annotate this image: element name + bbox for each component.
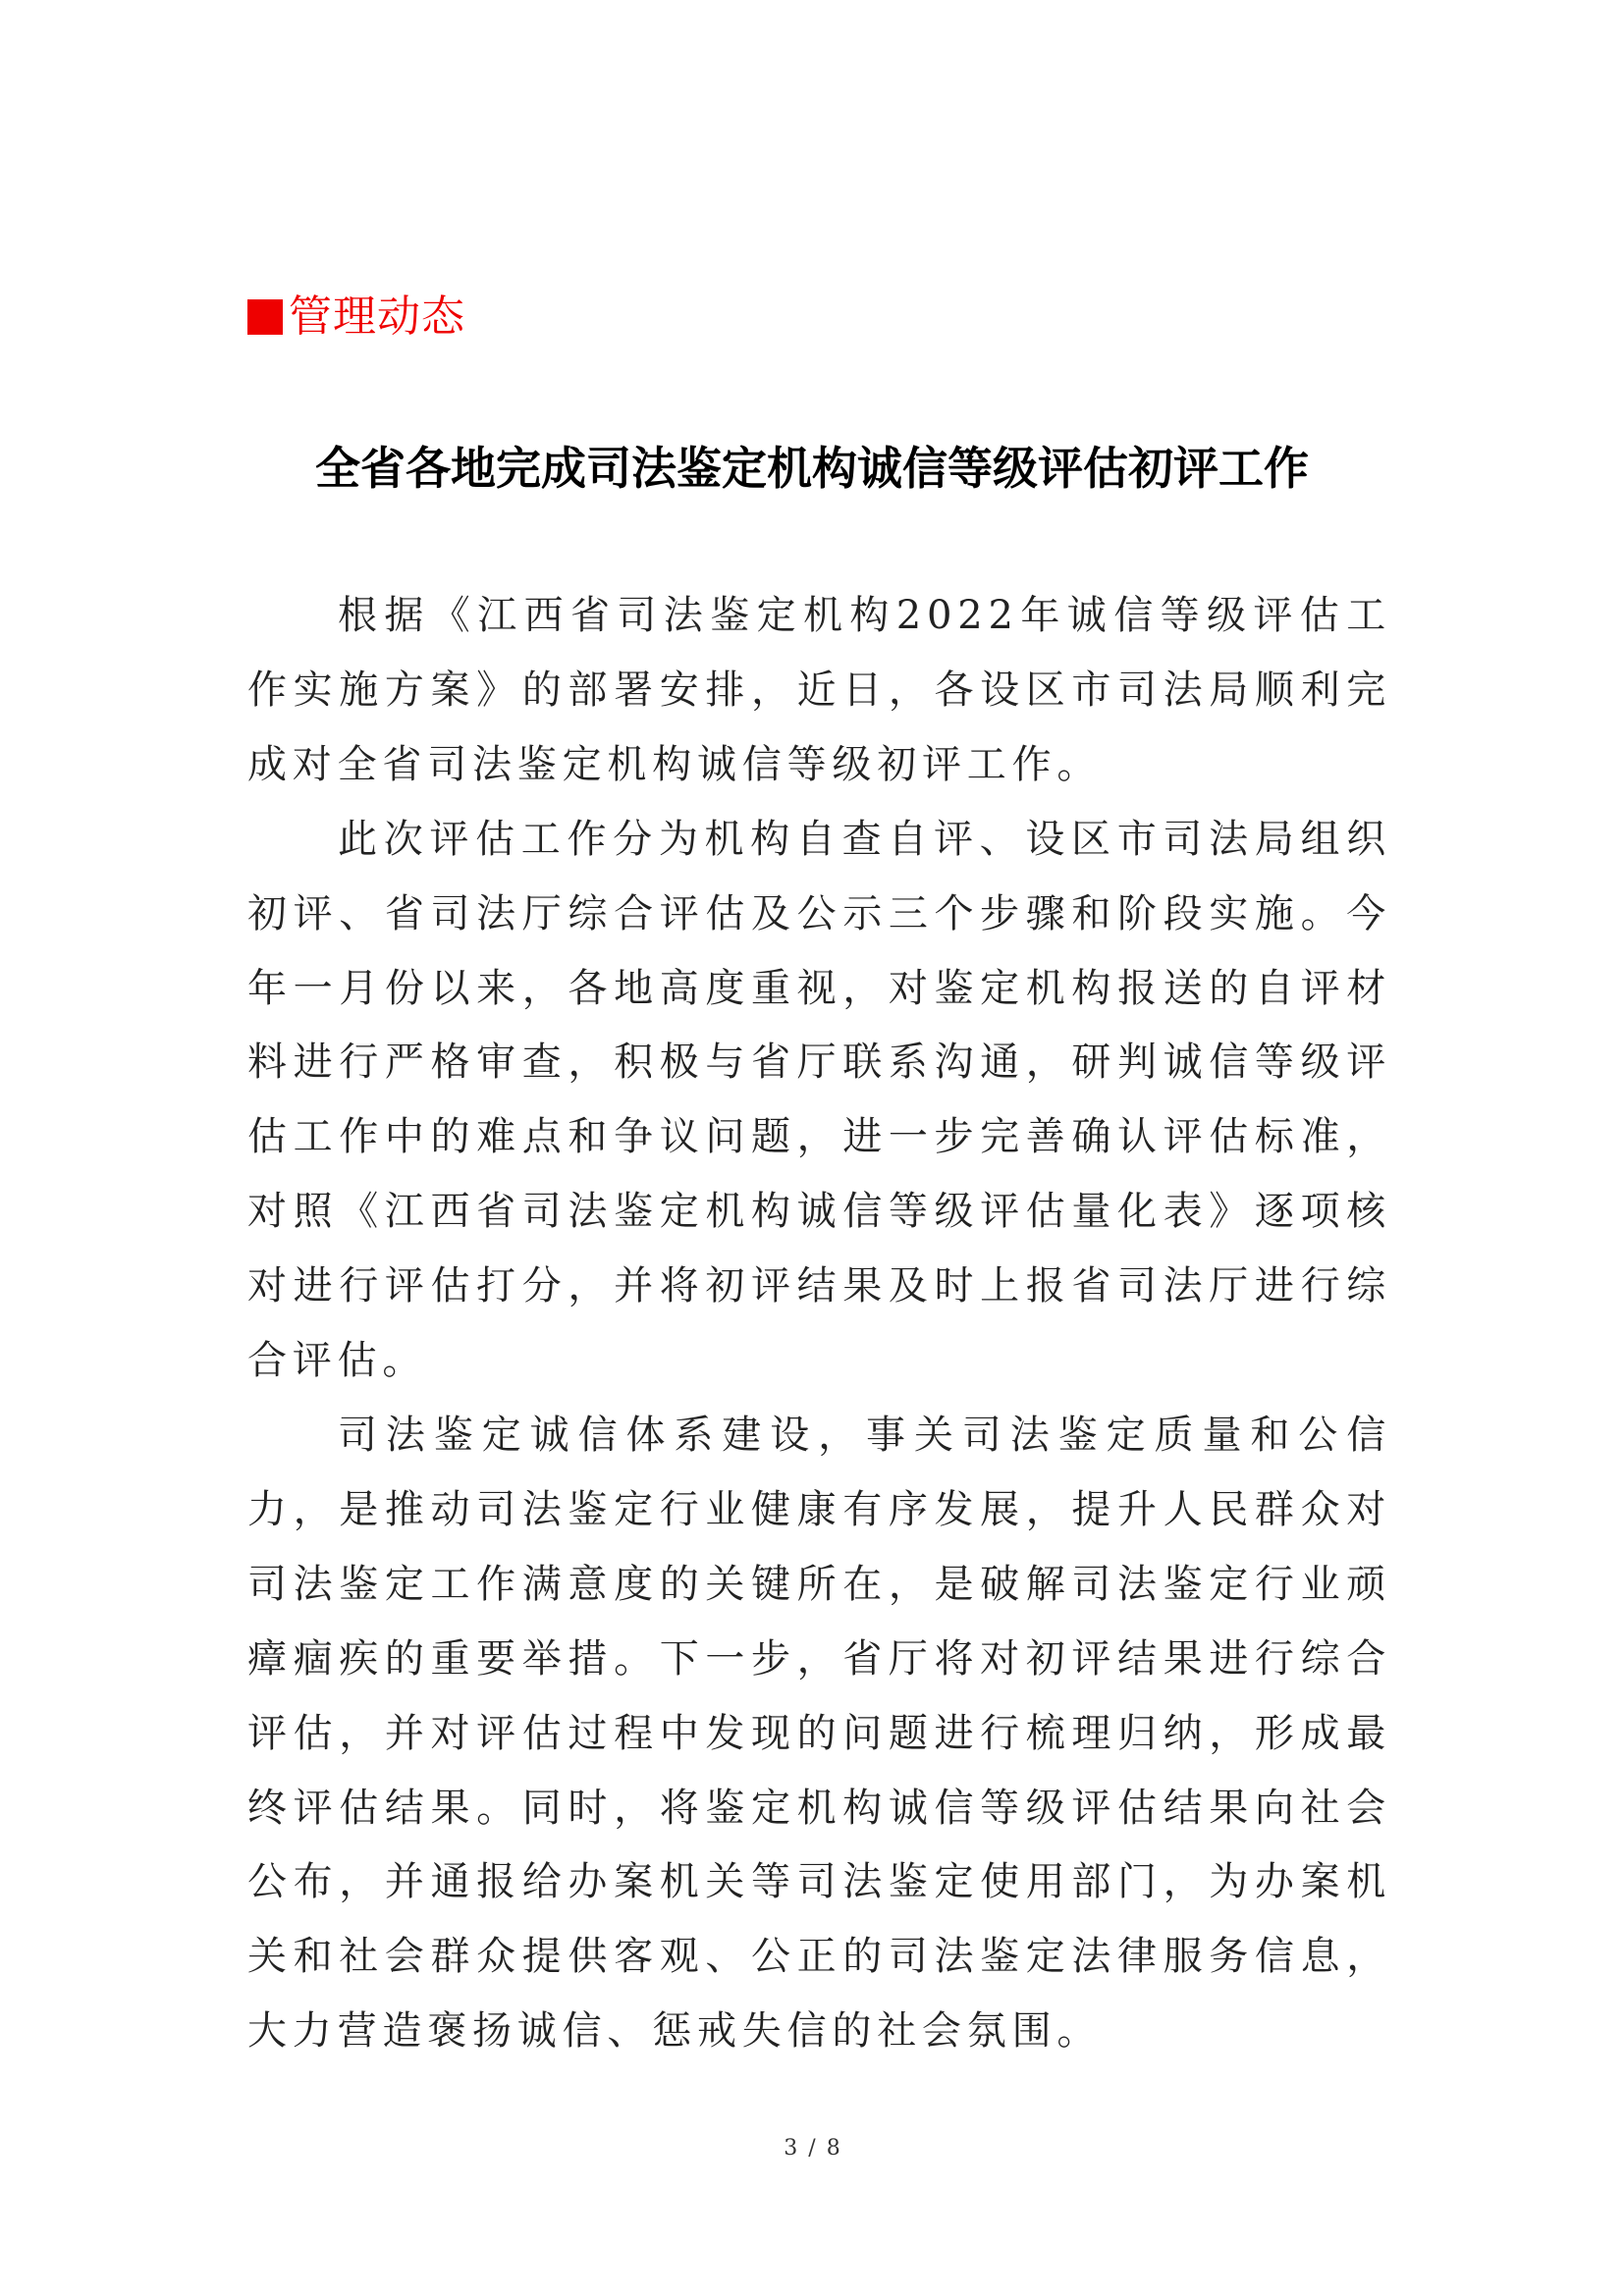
paragraph: 司法鉴定诚信体系建设，事关司法鉴定质量和公信力，是推动司法鉴定行业健康有序发展，提升人民群众对司法鉴定工作满意度的关键所在，是破解司法鉴定行业顽瘴痼疾的重要举措。下一步，省厅将对初评结果进行综合评估，并对评估过程中发现的问题进行梳理归纳，形成最终评估结果。同时，将鉴定机构诚信等级评估结果向社会公布，并通报给办案机关等司法鉴定使用部门，为办案机关和社会群众提供客观、公正的司法鉴定法律服务信息，大力营造褒扬诚信、惩戒失信的社会氛围。 — [247, 1412, 1391, 2055]
article-title: 全省各地完成司法鉴定机构诚信等级评估初评工作 — [315, 442, 1309, 495]
page-number: 3 / 8 — [784, 2136, 840, 2161]
article-body — [247, 579, 1391, 2069]
section-tag — [247, 287, 465, 347]
section-label: 管理动态 — [289, 292, 465, 342]
paragraph: 此次评估工作分为机构自查自评、设区市司法局组织初评、省司法厅综合评估及公示三个步骤和阶段实施。今年一月份以来，各地高度重视，对鉴定机构报送的自评材料进行严格审查，积极与省厅联系沟通，研判诚信等级评估工作中的难点和争议问题，进一步完善确认评估标准，对照《江西省司法鉴定机构诚信等级评估量化表》逐项核对进行评估打分，并将初评结果及时上报省司法厅进行综合评估。 — [247, 816, 1391, 1384]
red-square-icon — [247, 299, 283, 335]
paragraph: 根据《江西省司法鉴定机构2022年诚信等级评估工作实施方案》的部署安排，近日，各设区市司法局顺利完成对全省司法鉴定机构诚信等级初评工作。 — [247, 593, 1391, 787]
